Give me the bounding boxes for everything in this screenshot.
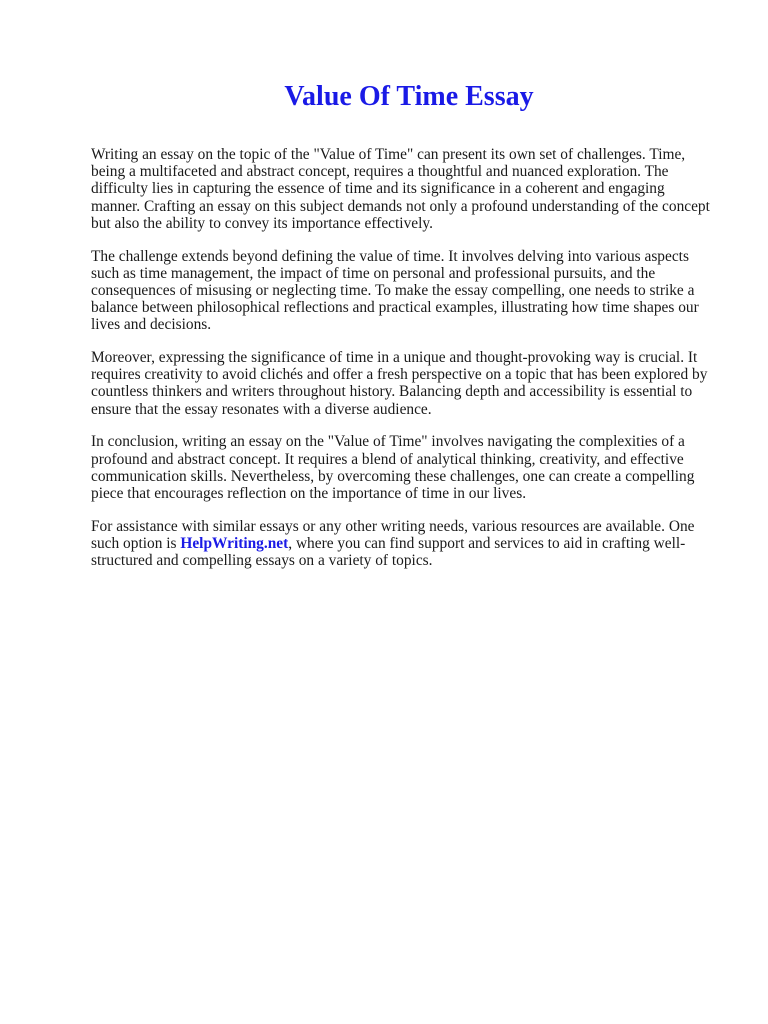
- page-title: Value Of Time Essay: [284, 81, 534, 112]
- helpwriting-link[interactable]: HelpWriting.net: [180, 534, 289, 552]
- paragraph-4: In conclusion, writing an essay on the "Value of Time" involves navigating the complexities of a profound and abstract concept. It requires a blend of analytical thinking, creativity, and effective communication skills. Nevertheless, by overcoming these challenges, one can create a compelling piece that encourages reflection on the importance of time in our lives.: [91, 433, 695, 502]
- paragraph-1: Writing an essay on the topic of the "Value of Time" can present its own set of challenges. Time, being a multifaceted and abstract concept, requires a thoughtful and nuanced exploration. The difficulty lies in capturing the essence of time and its significance in a coherent and engaging manner. Crafting an essay on this subject demands not only a profound understanding of the concept but also the ability to convey its importance effectively.: [91, 146, 710, 232]
- paragraph-5-trailing-text: , where you can find support and services to aid in crafting well-structured and compelling essays on a variety of topics.: [91, 534, 686, 570]
- paragraph-5: [91, 518, 717, 570]
- paragraph-5-lead-text: For assistance with similar essays or any other writing needs, various resources are available. One such option is: [91, 517, 695, 552]
- paragraph-2: The challenge extends beyond defining the value of time. It involves delving into various aspects such as time management, the impact of time on personal and professional pursuits, and the consequences of misusing or neglecting time. To make the essay compelling, one needs to strike a balance between philosophical reflections and practical examples, illustrating how time shapes our lives and decisions.: [91, 247, 699, 334]
- essay-body: [91, 146, 717, 585]
- paragraph-3: Moreover, expressing the significance of time in a unique and thought-provoking way is crucial. It requires creativity to avoid clichés and offer a fresh perspective on a topic that has been explored by countless thinkers and writers throughout history. Balancing depth and accessibility is essential to ensure that the essay resonates with a diverse audience.: [91, 349, 708, 418]
